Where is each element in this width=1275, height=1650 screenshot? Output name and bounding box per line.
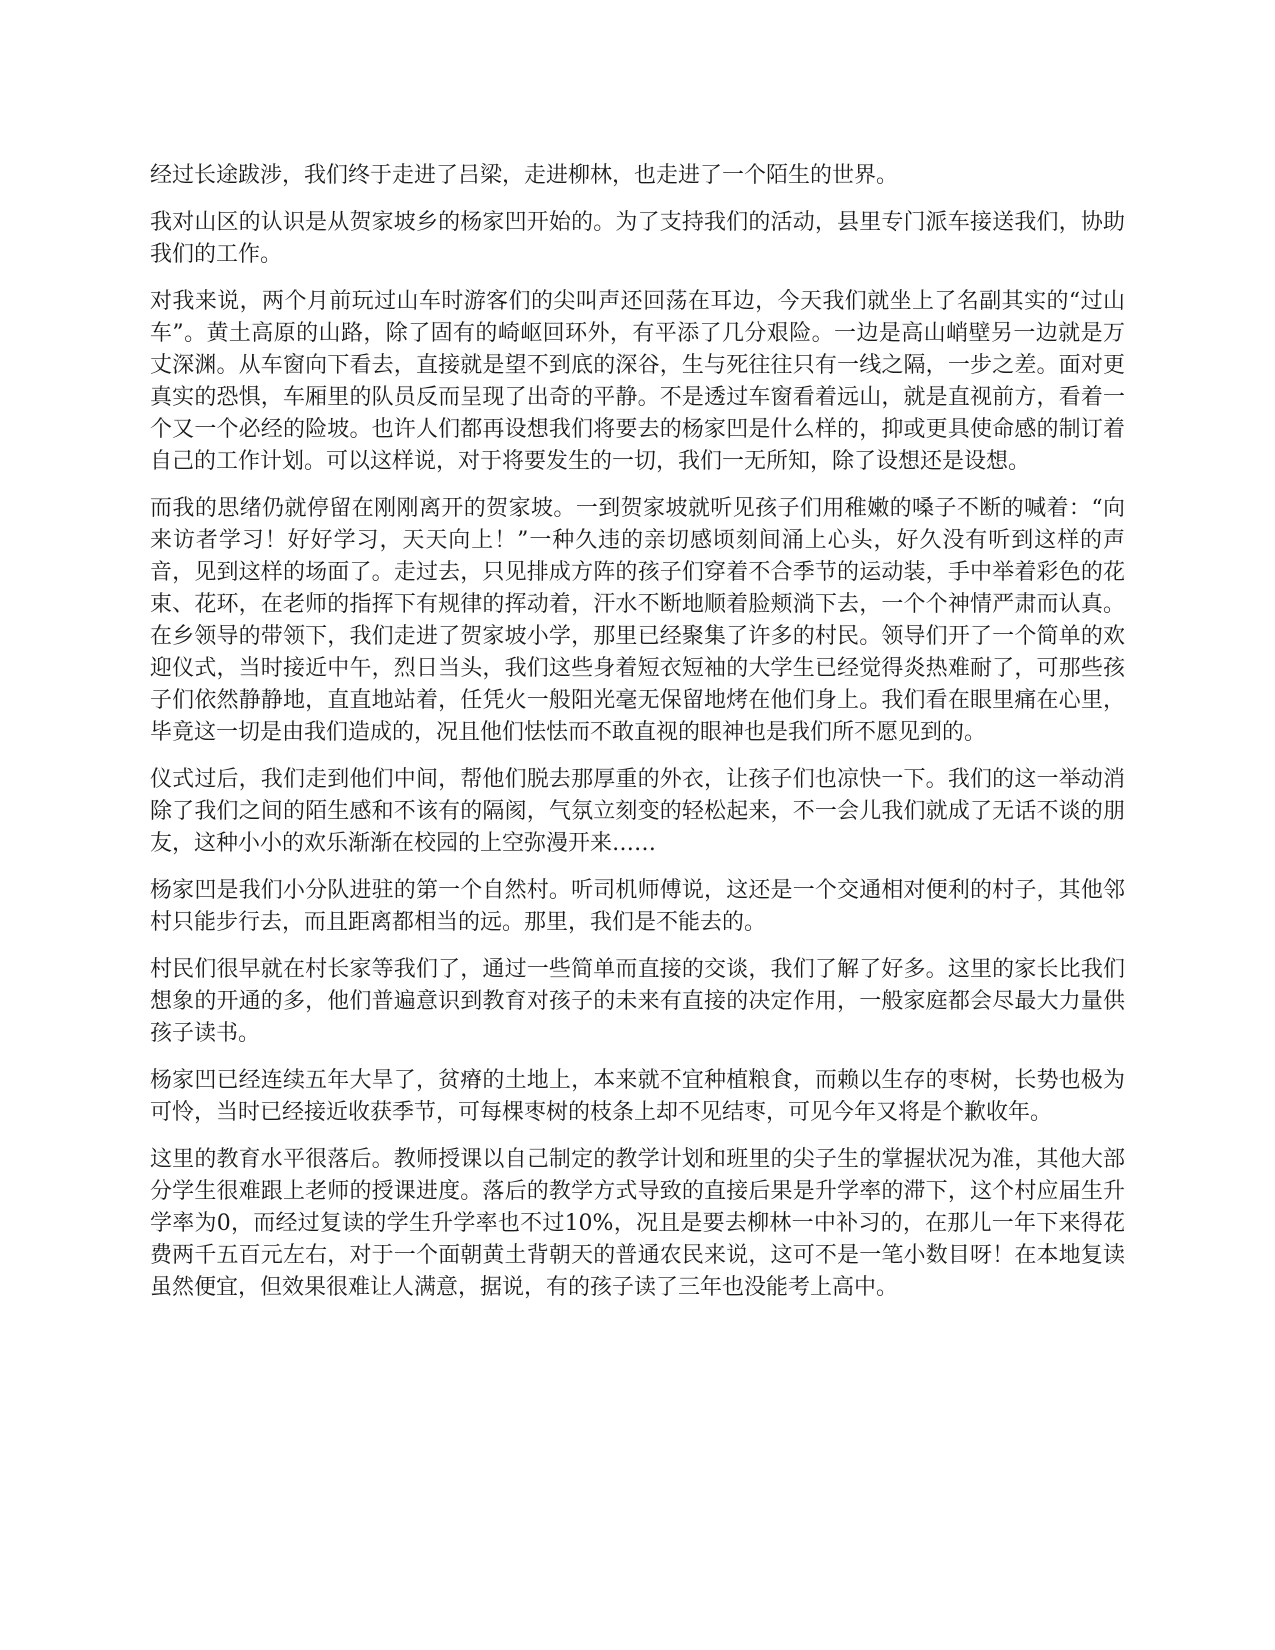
paragraph-8: 杨家凹已经连续五年大旱了，贫瘠的土地上，本来就不宜种植粮食，而赖以生存的枣树，长势也极为可怜，当时已经接近收获季节，可每棵枣树的枝条上却不见结枣，可见今年又将是个歉收年。 [150, 1068, 1125, 1125]
paragraph-7: 村民们很早就在村长家等我们了，通过一些简单而直接的交谈，我们了解了好多。这里的家长比我们想象的开通的多，他们普遍意识到教育对孩子的未来有直接的决定作用，一般家庭都会尽最大力量供孩子读书。 [150, 957, 1125, 1046]
document-body [150, 160, 1125, 1319]
paragraph-1: 经过长途跋涉，我们终于走进了吕梁，走进柳林，也走进了一个陌生的世界。 [150, 163, 899, 188]
paragraph-5: 仪式过后，我们走到他们中间，帮他们脱去那厚重的外衣，让孩子们也凉快一下。我们的这一举动消除了我们之间的陌生感和不该有的隔阂，气氛立刻变的轻松起来，不一会儿我们就成了无话不谈的朋友，这种小小的欢乐渐渐在校园的上空弥漫开来…… [150, 767, 1125, 856]
paragraph-9: 这里的教育水平很落后。教师授课以自己制定的教学计划和班里的尖子生的掌握状况为准，其他大部分学生很难跟上老师的授课进度。落后的教学方式导致的直接后果是升学率的滞下，这个村应届生升学率为0，而经过复读的学生升学率也不过10%，况且是要去柳林一中补习的，在那儿一年下来得花费两千五百元左右，对于一个面朝黄土背朝天的普通农民来说，这可不是一笔小数目呀！在本地复读虽然便宜，但效果很难让人满意，据说，有的孩子读了三年也没能考上高中。 [150, 1147, 1125, 1300]
paragraph-2: 我对山区的认识是从贺家坡乡的杨家凹开始的。为了支持我们的活动，县里专门派车接送我们，协助我们的工作。 [150, 210, 1125, 267]
paragraph-4: 而我的思绪仍就停留在刚刚离开的贺家坡。一到贺家坡就听见孩子们用稚嫩的嗓子不断的喊着：“向来访者学习！好好学习，天天向上！”一种久违的亲切感顷刻间涌上心头，好久没有听到这样的声音，见到这样的场面了。走过去，只见排成方阵的孩子们穿着不合季节的运动装，手中举着彩色的花束、花环，在老师的指挥下有规律的挥动着，汗水不断地顺着脸颊淌下去，一个个神情严肃而认真。在乡领导的带领下，我们走进了贺家坡小学，那里已经聚集了许多的村民。领导们开了一个简单的欢迎仪式，当时接近中午，烈日当头，我们这些身着短衣短袖的大学生已经觉得炎热难耐了，可那些孩子们依然静静地，直直地站着，任凭火一般阳光毫无保留地烤在他们身上。我们看在眼里痛在心里，毕竟这一切是由我们造成的，况且他们怯怯而不敢直视的眼神也是我们所不愿见到的。 [150, 496, 1125, 745]
paragraph-6: 杨家凹是我们小分队进驻的第一个自然村。听司机师傅说，这还是一个交通相对便利的村子，其他邻村只能步行去，而且距离都相当的远。那里，我们是不能去的。 [150, 878, 1125, 935]
paragraph-3: 对我来说，两个月前玩过山车时游客们的尖叫声还回荡在耳边，今天我们就坐上了名副其实的“过山车”。黄土高原的山路，除了固有的崎岖回环外，有平添了几分艰险。一边是高山峭壁另一边就是万丈深渊。从车窗向下看去，直接就是望不到底的深谷，生与死往往只有一线之隔，一步之差。面对更真实的恐惧，车厢里的队员反而呈现了出奇的平静。不是透过车窗看着远山，就是直视前方，看着一个又一个必经的险坡。也许人们都再设想我们将要去的杨家凹是什么样的，抑或更具使命感的制订着自己的工作计划。可以这样说，对于将要发生的一切，我们一无所知，除了设想还是设想。 [150, 289, 1125, 474]
